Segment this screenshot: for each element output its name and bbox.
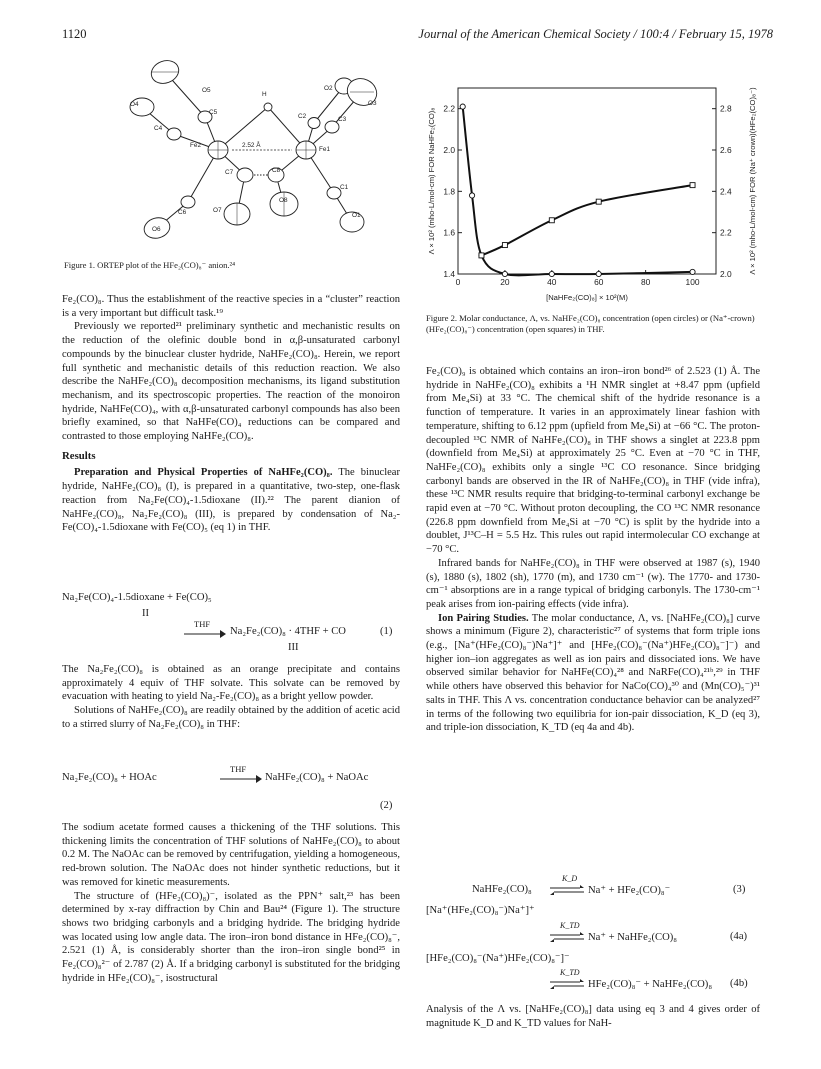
y-left-tick-label: 2.0 (443, 145, 455, 155)
eq1-line1: Na₂Fe(CO)₄-1.5dioxane + Fe(CO)₅ (62, 592, 212, 603)
right-text-block-1 (426, 365, 760, 735)
eq1-line2: Na₂Fe₂(CO)₈ · 4THF + CO (230, 626, 346, 637)
y-right-tick-label: 2.4 (720, 186, 732, 197)
paragraph: Analysis of the Λ vs. [NaHFe₂(CO)₈] data using eq 3 and 4 gives order of magnitude K_D and K_TD values for NaH- (426, 1004, 760, 1029)
atom-label-c8: C8 (272, 167, 281, 174)
data-point-circle (502, 271, 507, 276)
atom-label-c7: C7 (225, 169, 234, 176)
paragraph: The Na₂Fe₂(CO)₈ is obtained as an orange precipitate and contains approximately 4 equiv of THF solvate. This solvate can be removed by evacuation with heating to yield Na₂-Fe₂(CO)₈ as a bright yellow powder. (62, 664, 400, 703)
eq4b-right: HFe₂(CO)₈⁻ + NaHFe₂(CO)₈ (588, 979, 713, 990)
paragraph: Previously we reported²¹ preliminary synthetic and mechanistic results on the reduction of the olefinic double bond in α,β-unsaturated carbonyl compounds by the binuclear cluster hydride, NaHFe₂(CO)₈. Herein, we report full synthetic and mechanistic details of this reduction reaction. We also describe the NaHFe₂(CO)₈ decomposition mechanisms, its ligand substitution mechanism, and its spectroscopic properties. The reaction of the monoiron hydride, NaHFe(CO)₄, with α,β-unsaturated carbonyl compounds has also been briefly examined, so that NaHFe(CO)₄ reductions can be compared and contrasted to those employing NaHFe₂(CO)₈. (62, 321, 400, 443)
figure2-caption: Figure 2. Molar conductance, Λ, vs. NaHFe₂(CO)₈ concentration (open circles) or (Na⁺-crown) (HFe₂(CO)₈⁻) concentration (open squares) in THF. (426, 313, 755, 334)
atom-label-c2: C2 (298, 113, 307, 120)
data-point-circle (460, 104, 465, 109)
atom-label-o2: O2 (324, 85, 333, 92)
y-right-tick-label: 2.8 (720, 103, 732, 114)
eq1-number: (1) (380, 626, 393, 637)
ortep-figure (62, 52, 400, 267)
eq4a-top: [Na⁺(HFe₂(CO)₈⁻)Na⁺]⁺ (426, 905, 535, 916)
y-left-tick-label: 1.6 (443, 227, 455, 238)
x-tick-label: 60 (594, 277, 604, 287)
eq2-arrow-icon (220, 775, 262, 783)
y-right-tick-label: 2.2 (720, 227, 732, 238)
atom-label-c5: C5 (209, 109, 218, 116)
x-tick-label: 40 (547, 277, 557, 287)
plot-frame (458, 88, 716, 274)
series-line-crown (481, 185, 692, 255)
x-tick-label: 20 (500, 277, 510, 287)
y-axis-label-right: Λ × 10² (mho-L/mol-cm) FOR (Na⁺ crown)(HFe₂(CO)₈⁻) (748, 87, 757, 275)
paragraph: The sodium acetate formed causes a thickening of the THF solutions. This thickening limits the concentration of THF solutions of NaHFe₂(CO)₈ to about 0.2 M. The NaOAc can be removed by centrifugation, yielding a homogeneous, red-brown solution. The NaOAc does not hinder synthetic reductions, but it was removed for kinetic measurements. (62, 822, 400, 888)
y-left-tick-label: 1.8 (443, 186, 455, 197)
data-point-square (479, 253, 484, 258)
atom-label-o3: O3 (368, 100, 377, 107)
atom-label-o8: O8 (279, 197, 288, 204)
eq2-left: Na₂Fe₂(CO)₈ + HOAc (62, 772, 157, 783)
data-point-square (549, 218, 554, 223)
prep-text: The binuclear hydride, NaHFe₂(CO)₈ (I), is prepared in a quantitative, two-step, one-flask reaction from Na₂Fe(CO)₄-1.5dioxane (II).²² The parent dianion of NaHFe₂(CO)₈, Na₂Fe₂(CO)₈ (III), is prepared by condensation of Na₂-Fe(CO)₄-1.5dioxane with Fe(CO)₅ (eq 1) in THF. (62, 467, 401, 534)
eq1-over: THF (194, 619, 211, 629)
atom-label-o5: O5 (202, 87, 211, 94)
results-heading: Results (62, 449, 96, 462)
paragraph-prep (62, 466, 400, 535)
eq3-k: K_D (562, 874, 578, 883)
atom-label-o1: O1 (352, 212, 361, 219)
eq4a-number: (4a) (730, 931, 748, 942)
paragraph: Solutions of NaHFe₂(CO)₈ are readily obtained by the addition of acetic acid to a stirred slurry of Na₂Fe₂(CO)₈ in THF: (62, 705, 400, 730)
eq4b-equilibrium-icon (550, 979, 584, 989)
atom-label-o4: O4 (130, 101, 139, 108)
right-text-block-2 (426, 1003, 760, 1030)
eq4a-k: K_TD (560, 921, 580, 930)
prep-heading: Preparation and Physical Properties of NaHFe₂(CO)₈. (74, 467, 333, 479)
figure1-caption: Figure 1. ORTEP plot of the HFe₂(CO)₈⁻ anion.²⁴ (64, 260, 236, 270)
atom-label-c6: C6 (178, 209, 187, 216)
eq4a-equilibrium-icon (550, 932, 584, 942)
atom-label-fe2: Fe2 (190, 142, 202, 149)
data-point-circle (596, 271, 601, 276)
left-text-block-2 (62, 663, 400, 732)
page-number: 1120 (62, 27, 87, 41)
eq4a-right: Na⁺ + NaHFe₂(CO)₈ (588, 932, 677, 943)
eq4b-top: [HFe₂(CO)₈⁻(Na⁺)HFe₂(CO)₈⁻]⁻ (426, 953, 570, 964)
paragraph: Fe₂(CO)₉ is obtained which contains an iron–iron bond²⁶ of 2.523 (1) Å. The hydride in NaHFe₂(CO)₈ exhibits a ¹H NMR singlet at +8.47 ppm (upfield from Me₄Si) at 33 °C. The chemical shift of the hydride resonance is a function of temperature. It varies in an approximately linear fashion with temperature, shifting to 6.12 ppm (upfield from Me₄Si) at −66 °C. The proton-decoupled ¹³C NMR of NaHFe₂(CO)₈ in THF shows a singlet at 223.8 ppm (downfield from Me₄Si) at approximately 25 °C. Even at −70 °C in THF, NaHFe₂(CO)₈ exhibits only a single ¹³C CO resonance. Since bridging carbonyl bands are observed in the IR of NaHFe₂(CO)₈ in THF (vide infra), these ¹³C NMR results require that bridging-to-terminal carbonyl exchange be rapid even at −70 °C. Without proton decoupling, the CO ¹³C NMR resonance (226.8 ppm downfield from Me₄Si at −70 °C) is split by the hydride into a doublet, J¹³C–H = 5.5 Hz. This rules out rapid intermolecular CO exchange at −70 °C. (426, 366, 760, 556)
y-right-tick-label: 2.0 (720, 269, 732, 279)
journal-header: Journal of the American Chemical Society / 100:4 / February 15, 1978 (418, 27, 773, 41)
eq4b-number: (4b) (730, 978, 748, 989)
paragraph-ion (426, 612, 760, 735)
data-point-circle (690, 269, 695, 274)
atom-label-fe1: Fe1 (319, 146, 331, 153)
ion-pairing-heading: Ion Pairing Studies. (438, 612, 529, 624)
atom-label-o6: O6 (152, 226, 161, 233)
eq3-right: Na⁺ + HFe₂(CO)₈⁻ (588, 885, 671, 896)
y-left-tick-label: 1.4 (443, 269, 455, 279)
conductance-chart (426, 48, 760, 310)
eq1-arrow-icon (184, 630, 226, 638)
atom-label-h: H (262, 91, 267, 98)
eq3-equilibrium-icon (550, 885, 584, 895)
y-axis-label-left: Λ × 10² (mho-L/mol-cm) FOR NaHFe₂(CO)₈ (427, 107, 436, 255)
left-text-block-3 (62, 821, 400, 985)
eq4b-k: K_TD (560, 968, 580, 977)
data-point-circle (549, 271, 554, 276)
paragraph: The structure of (HFe₂(CO)₈)⁻, isolated as the PPN⁺ salt,²³ has been determined by x-ray diffraction by Chin and Bau²⁴ (Figure 1). The structure shows two bridging carbonyls and a bridging hydride. The bridging hydride was located using low angle data. The iron–iron bond distance in HFe₂(CO)₈⁻, 2.521 (1) Å, is considerably shorter than the iron–iron single bond²⁵ in Fe₂(CO)₈²⁻ of 2.787 (2) Å. If a bridging carbonyl is substituted for the bridging hydride in HFe₂(CO)₈⁻, isostructural (62, 890, 400, 984)
atom-label-c1: C1 (340, 184, 349, 191)
eq2-over: THF (230, 764, 247, 774)
x-tick-label: 80 (640, 277, 651, 287)
x-tick-label: 100 (685, 277, 700, 287)
ion-pairing-text: The molar conductance, Λ, vs. [NaHFe₂(CO)₈] curve shows a minimum (Figure 2), characteristic²⁷ of systems that form triple ions (e.g., [Na⁺(HFe₂(CO)₈⁻)Na⁺]⁺ and [HFe₂(CO)₈⁻(Na⁺)HFe₂(CO)₈⁻]⁻) and higher ion–ion aggregates as well as ion pairs and dissociated ions. We have observed similar behavior for NaHFe(CO)₄²⁸ and NaRFe(CO)₄²¹ᵇ,²⁹ in THF while others have observed this behavior for NaCo(CO)₄³⁰ and (Mn(CO)₅⁻)³¹ salts in THF. This Λ vs. concentration conductance behavior can be analyzed²⁷ in terms of the following two equilibria for ion-pair dissociation, K_D (eq 3), and triple-ion dissociation, K_TD (eq 4a and 4b). (426, 612, 760, 734)
atom-label-o7: O7 (213, 207, 222, 214)
paragraph: Fe₂(CO)₈. Thus the establishment of the reactive species in a “cluster” reaction is a very important but difficult task.¹⁹ (62, 294, 400, 319)
eq1-label-ii: II (142, 608, 150, 619)
fe-fe-distance-label: 2.52 Å (242, 142, 261, 149)
atom-label-c3: C3 (338, 116, 347, 123)
paragraph: Infrared bands for NaHFe₂(CO)₈ in THF were observed at 1987 (s), 1940 (s), 1880 (s), 1802 (sh), 1770 (m), and 1730 cm⁻¹ (w). The 1770- and 1730-cm⁻¹ absorptions are in a range typical of bridging carbonyls. The 1730-cm⁻¹ peak arises from ion-pairing effects (vide infra). (426, 557, 760, 610)
eq3-number: (3) (733, 884, 746, 895)
x-tick-label: 0 (455, 277, 461, 287)
y-left-tick-label: 2.2 (443, 103, 455, 114)
data-point-square (596, 199, 601, 204)
eq2-number: (2) (380, 800, 393, 811)
eq2-right: NaHFe₂(CO)₈ + NaOAc (265, 772, 369, 783)
y-right-tick-label: 2.6 (720, 145, 732, 155)
data-point-square (690, 183, 695, 188)
left-text-block-1 (62, 293, 400, 535)
eq3-left: NaHFe₂(CO)₈ (472, 884, 532, 895)
atom-label-c4: C4 (154, 125, 163, 132)
x-axis-label: [NaHFe₂(CO)₈] × 10²(M) (546, 293, 628, 302)
data-point-square (502, 243, 507, 248)
eq1-label-iii: III (288, 642, 299, 653)
data-point-circle (469, 193, 474, 198)
